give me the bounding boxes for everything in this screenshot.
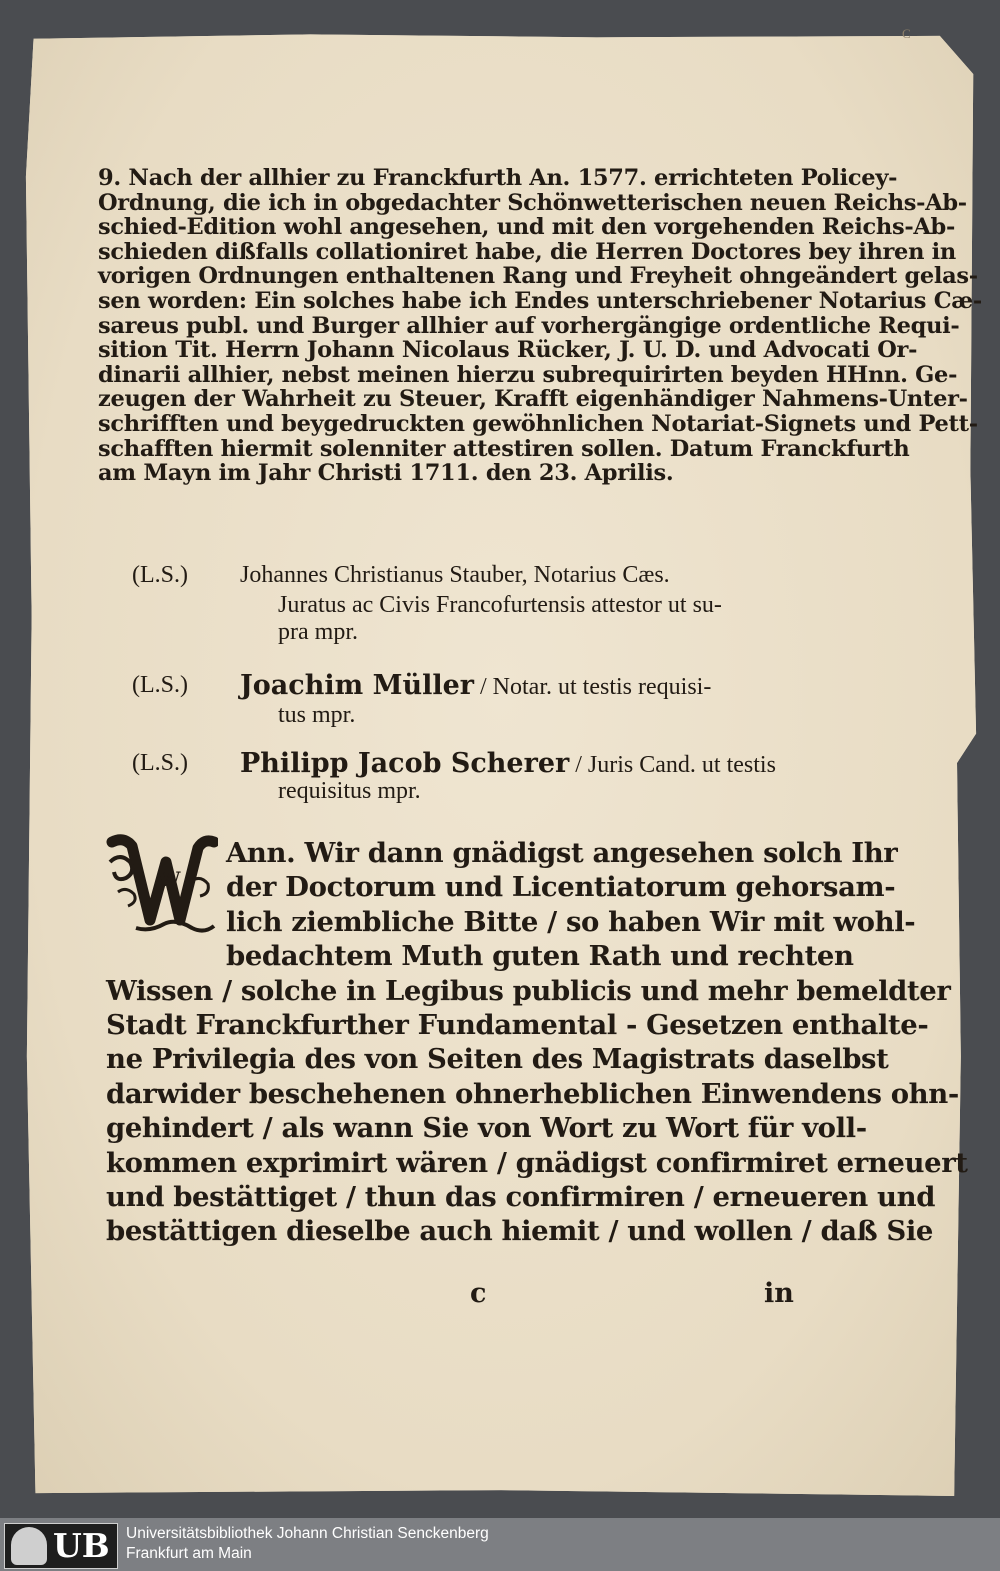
paragraph-line: am Mayn im Jahr Christi 1711. den 23. Aprilis. (98, 460, 674, 487)
library-banner (0, 1518, 1000, 1571)
paragraph-line: schafften hiermit solenniter attestiren sollen. Datum Franckfurth (98, 435, 910, 462)
signature-line: Juratus ac Civis Francofurtensis attestor ut su- (278, 592, 722, 618)
signature-line: pra mpr. (278, 619, 358, 645)
paragraph-line: vorigen Ordnungen enthaltenen Rang und Freyheit ohngeändert gelas- (98, 263, 978, 290)
paragraph-9 (98, 165, 982, 487)
signer-name: Philipp Jacob Scherer (240, 748, 570, 779)
signature-stauber (132, 562, 772, 646)
decree-line: und bestättiget / thun das confirmiren / erneueren und (106, 1180, 936, 1213)
signature-scherer (132, 748, 776, 806)
paragraph-line: sition Tit. Herrn Johann Nicolaus Rücker, J. U. D. und Advocati Or- (98, 337, 918, 364)
decree-line: Wissen / solche in Legibus publicis und mehr bemeldter (106, 974, 951, 1007)
decree-line: bestättigen dieselbe auch hiemit / und wollen / daß Sie (106, 1215, 933, 1248)
paragraph-line: sen worden: Ein solches habe ich Endes unterschriebener Notarius Cæ- (98, 287, 982, 314)
paragraph-line: schieden dißfalls collationiret habe, die Herren Doctores bey ihren in (98, 238, 956, 265)
initial-letter: W (158, 867, 181, 891)
signer-name: Joachim Müller (240, 670, 475, 701)
signature-first-line (240, 672, 711, 701)
library-city: Frankfurt am Main (126, 1545, 252, 1562)
decree-line: darwider beschehenen ohnerheblichen Einwendens ohn- (106, 1077, 959, 1110)
paragraph-line: 9. Nach der allhier zu Franckfurth An. 1577. errichteten Policey- (98, 165, 898, 191)
library-name: Universitätsbibliothek Johann Christian Senckenberg (126, 1525, 489, 1542)
ub-logo[interactable] (4, 1523, 118, 1569)
paragraph-line: schied-Edition wohl angesehen, und mit den vorgehenden Reichs-Ab- (98, 214, 956, 241)
ub-logo-text: UB (53, 1526, 110, 1565)
corner-mark: C (902, 26, 911, 41)
signer-role: / Notar. ut testis requisi- (474, 674, 712, 700)
decree-line: gehindert / als wann Sie von Wort zu Wort für voll- (106, 1112, 867, 1145)
decree-line: Stadt Franckfurther Fundamental - Gesetzen enthalte- (106, 1008, 929, 1041)
signature-mark: c (470, 1278, 487, 1309)
signature-line: tus mpr. (278, 702, 356, 728)
paragraph-line: schrifften und beygedruckten gewöhnlichen Notariat-Signets und Pett- (98, 410, 978, 437)
decree-text (106, 836, 968, 1249)
decree-line: Ann. Wir dann gnädigst angesehen solch Ihr (226, 837, 898, 869)
paragraph-line: zeugen der Wahrheit zu Steuer, Krafft eigenhändiger Nahmens-Unter- (98, 386, 968, 413)
decree-line: kommen exprimirt wären / gnädigst confirmiret erneuert (106, 1146, 968, 1179)
paragraph-line: Ordnung, die ich in obgedachter Schönwetterischen neuen Reichs-Ab- (98, 189, 967, 216)
seal-label: (L.S.) (132, 562, 188, 588)
decree-line: ne Privilegia des von Seiten des Magistrats daselbst (106, 1043, 889, 1076)
signature-first-line (240, 750, 776, 779)
senckenberg-bust-icon (11, 1527, 47, 1565)
signature-mueller (132, 672, 772, 728)
catchword: in (764, 1278, 794, 1309)
paragraph-line: sareus publ. und Burger allhier auf vorhergängige ordentliche Requi- (98, 312, 960, 339)
signature-line: requisitus mpr. (278, 778, 421, 804)
signer-role: / Juris Cand. ut testis (569, 752, 776, 778)
decree-line: bedachtem Muth guten Rath und rechten (226, 940, 854, 973)
decree-line: der Doctorum und Licentiatorum gehorsam- (226, 871, 896, 904)
seal-label: (L.S.) (132, 750, 188, 776)
signature-first-line: Johannes Christianus Stauber, Notarius Cæs. (240, 562, 670, 588)
seal-label: (L.S.) (132, 672, 188, 698)
decree-line: lich ziembliche Bitte / so haben Wir mit wohl- (226, 905, 916, 938)
paragraph-line: dinarii allhier, nebst meinen hierzu subrequirirten beyden HHnn. Ge- (98, 361, 958, 388)
